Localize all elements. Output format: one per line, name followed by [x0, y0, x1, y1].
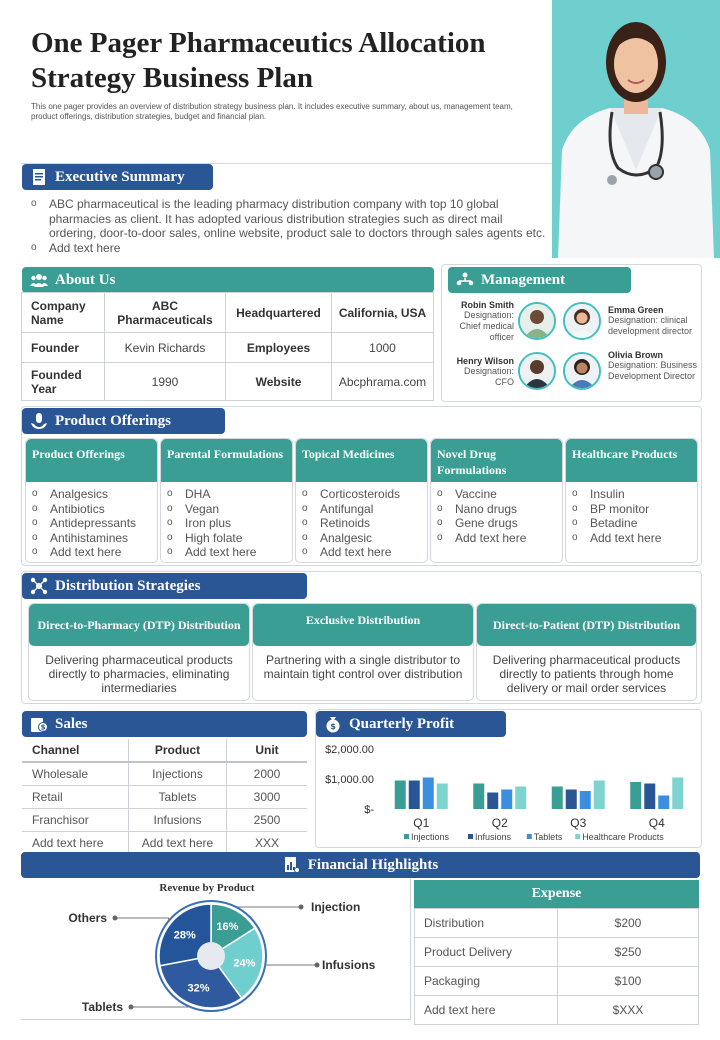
bar-tablets	[423, 778, 434, 810]
executive-summary-title: Executive Summary	[55, 168, 185, 185]
x-tick-label: Q3	[570, 816, 587, 830]
callout-dot	[299, 905, 304, 910]
y-tick-label: $-	[364, 804, 374, 816]
product-column: Product Offerings o Analgesics o Antibiotics o Antidepressants o Antihistamines o Add text here	[25, 438, 158, 563]
bar-healthcare-products	[672, 778, 683, 810]
revenue-pie-chart	[21, 894, 410, 1020]
table-row: Retail Tablets 3000	[22, 786, 307, 809]
list-item: o Add text here	[572, 530, 662, 545]
list-item: o Vegan	[167, 501, 220, 516]
legend-label: Injections	[411, 832, 450, 842]
avatar	[563, 352, 601, 390]
executive-summary-header	[22, 164, 213, 190]
list-item: o Betadine	[572, 516, 638, 530]
sales-header	[22, 711, 307, 737]
legend-swatch	[527, 834, 532, 839]
list-item: o Gene drugs	[437, 516, 518, 530]
list-item: o Add text here	[167, 545, 257, 559]
legend-label: Healthcare Products	[582, 832, 664, 842]
callout-line	[115, 918, 169, 921]
avatar	[518, 302, 556, 340]
bar-injections	[630, 782, 641, 809]
y-tick-label: $1,000.00	[325, 774, 374, 786]
quarterly-profit-header	[316, 711, 506, 737]
list-item: o Retinoids	[302, 516, 371, 530]
about-us-title: About Us	[55, 271, 116, 288]
bar-infusions	[566, 790, 577, 810]
product-offerings-header	[22, 408, 225, 434]
pie-label: Infusions	[322, 958, 376, 972]
bar-injections	[473, 784, 484, 810]
bar-tablets	[501, 790, 512, 810]
list-item: o BP monitor	[572, 501, 650, 516]
legend-swatch	[468, 834, 473, 839]
manager-henry-wilson: Henry Wilson Designation: CFO	[456, 356, 514, 387]
strategy-card: Exclusive Distribution Partnering with a single distributor to maintain tight control over distribution	[252, 603, 474, 701]
legend-label: Infusions	[475, 832, 512, 842]
bar-healthcare-products	[437, 784, 448, 810]
distribution-title: Distribution Strategies	[55, 577, 201, 594]
distribution-header	[22, 573, 307, 599]
bar-tablets	[580, 791, 591, 809]
table-row: Packaging $100	[415, 967, 699, 996]
list-item: o Add text here	[32, 545, 122, 559]
sales-table	[22, 739, 307, 855]
pie-value-label: 32%	[187, 982, 210, 995]
table-row: Franchisor Infusions 2500	[22, 809, 307, 832]
strategy-card: Direct-to-Pharmacy (DTP) Distribution Delivering pharmaceutical products directly to pharmacies, eliminating intermediaries	[28, 603, 250, 701]
page-subtitle: This one pager provides an overview of distribution strategy business plan. It includes executive summary, about us, management team, product offerings, distribution strategies, budget and financial plan.	[31, 102, 513, 121]
money-icon	[30, 715, 48, 733]
bar-infusions	[487, 793, 498, 810]
product-column: Novel Drug Formulations o Vaccine o Nano drugs o Gene drugs o Add text here	[430, 438, 563, 563]
list-item: o Corticosteroids	[302, 487, 401, 501]
pie-hole	[197, 942, 225, 970]
list-item: o Antihistamines	[32, 530, 129, 545]
list-item: o Vaccine	[437, 487, 497, 501]
strategy-card: Direct-to-Patient (DTP) Distribution Delivering pharmaceutical products directly to patients through home delivery or mail order services	[476, 603, 697, 701]
executive-summary-list	[31, 197, 551, 255]
product-column: Healthcare Products o Insulin o BP monitor o Betadine o Add text here	[565, 438, 698, 563]
manager-olivia-brown: Olivia Brown Designation: Business Development Director	[608, 350, 698, 381]
product-column: Parental Formulations o DHA o Vegan o Iron plus o High folate o Add text here	[160, 438, 293, 563]
quarterly-profit-chart	[316, 737, 700, 845]
doctor-photo	[552, 0, 720, 258]
pie-value-label: 16%	[216, 921, 239, 934]
y-tick-label: $2,000.00	[325, 744, 374, 756]
x-tick-label: Q2	[491, 816, 508, 830]
legend-swatch	[404, 834, 409, 839]
bar-infusions	[644, 784, 655, 810]
product-column: Topical Medicines o Corticosteroids o Antifungal o Retinoids o Analgesic o Add text here	[295, 438, 428, 563]
list-item: o DHA	[167, 487, 211, 501]
manager-robin-smith: Robin Smith Designation: Chief medical officer	[459, 300, 514, 342]
list-item: o Add text here	[302, 545, 392, 559]
list-item: o Iron plus	[167, 516, 232, 530]
table-header: Channel Product Unit	[22, 739, 307, 762]
money-bag-icon	[324, 715, 342, 733]
x-tick-label: Q4	[648, 816, 665, 830]
table-row: Distribution $200	[415, 909, 699, 938]
about-us-header	[22, 267, 434, 293]
financial-header	[21, 852, 700, 878]
list-item: o Antifungal	[302, 501, 374, 516]
team-icon	[456, 271, 474, 289]
table-row: Founder Kevin Richards Employees 1000	[22, 333, 434, 363]
pie-label: Others	[68, 911, 107, 925]
pie-title: Revenue by Product	[159, 882, 255, 894]
table-row: Product Delivery $250	[415, 938, 699, 967]
divider	[410, 879, 411, 1020]
list-item: o Add text here	[31, 240, 121, 255]
callout-dot	[129, 1005, 134, 1010]
management-header	[448, 267, 631, 293]
legend-label: Tablets	[533, 832, 563, 842]
bar-infusions	[409, 781, 420, 810]
table-row: Founded Year 1990 Website Abcphrama.com	[22, 363, 434, 401]
bar-healthcare-products	[515, 787, 526, 810]
callout-dot	[315, 963, 320, 968]
list-item: o Analgesic	[302, 530, 373, 545]
expense-table	[414, 908, 699, 1025]
document-icon	[30, 168, 48, 186]
list-item: o Analgesics	[32, 487, 109, 501]
pie-label: Tablets	[81, 1000, 123, 1014]
pie-value-label: 28%	[173, 929, 196, 942]
pie-label: Injection	[311, 900, 361, 914]
bar-tablets	[658, 796, 669, 810]
x-tick-label: Q1	[413, 816, 430, 830]
bar-injections	[395, 781, 406, 810]
list-item: o High folate	[167, 530, 243, 545]
table-row: Wholesale Injections 2000	[22, 762, 307, 786]
about-us-table	[21, 292, 434, 401]
report-icon	[283, 856, 301, 874]
sales-title: Sales	[55, 715, 88, 732]
table-row: Add text here $XXX	[415, 996, 699, 1025]
list-item: o Nano drugs	[437, 501, 518, 516]
callout-line	[237, 907, 301, 908]
network-icon	[30, 577, 48, 595]
expense-header: Expense	[414, 880, 699, 908]
financial-title: Financial Highlights	[307, 856, 439, 873]
management-title: Management	[481, 271, 566, 288]
svg-text:$: $	[330, 722, 336, 731]
table-row: Add text here Add text here XXX	[22, 832, 307, 855]
group-icon	[30, 271, 48, 289]
list-item: o Antidepressants	[32, 516, 137, 530]
bar-healthcare-products	[594, 781, 605, 810]
legend-swatch	[575, 834, 580, 839]
avatar	[563, 302, 601, 340]
callout-dot	[113, 916, 118, 921]
list-item: o Add text here	[437, 530, 527, 545]
quarterly-profit-title: Quarterly Profit	[349, 715, 455, 732]
avatar	[518, 352, 556, 390]
bar-injections	[552, 787, 563, 810]
pie-value-label: 24%	[233, 957, 256, 970]
hand-pill-icon	[30, 412, 48, 430]
manager-emma-green: Emma Green Designation: clinical development director	[608, 305, 693, 336]
list-item: o ABC pharmaceutical is the leading pharmacy distribution company with top 10 global pharmacies as client. It has adopted various distribution strategies such as direct mail ordering, door-to-door sales, online website, product sale to doctors through sales agents etc.	[31, 197, 546, 240]
svg-text:$: $	[40, 723, 46, 732]
list-item: o Insulin	[572, 487, 625, 501]
callout-line	[265, 965, 317, 966]
page-title: One Pager Pharmaceutics Allocation Strategy Business Plan	[31, 27, 486, 94]
list-item: o Antibiotics	[32, 501, 105, 516]
table-row: Company Name ABC Pharmaceuticals Headquartered California, USA	[22, 293, 434, 333]
product-offerings-title: Product Offerings	[55, 412, 171, 429]
